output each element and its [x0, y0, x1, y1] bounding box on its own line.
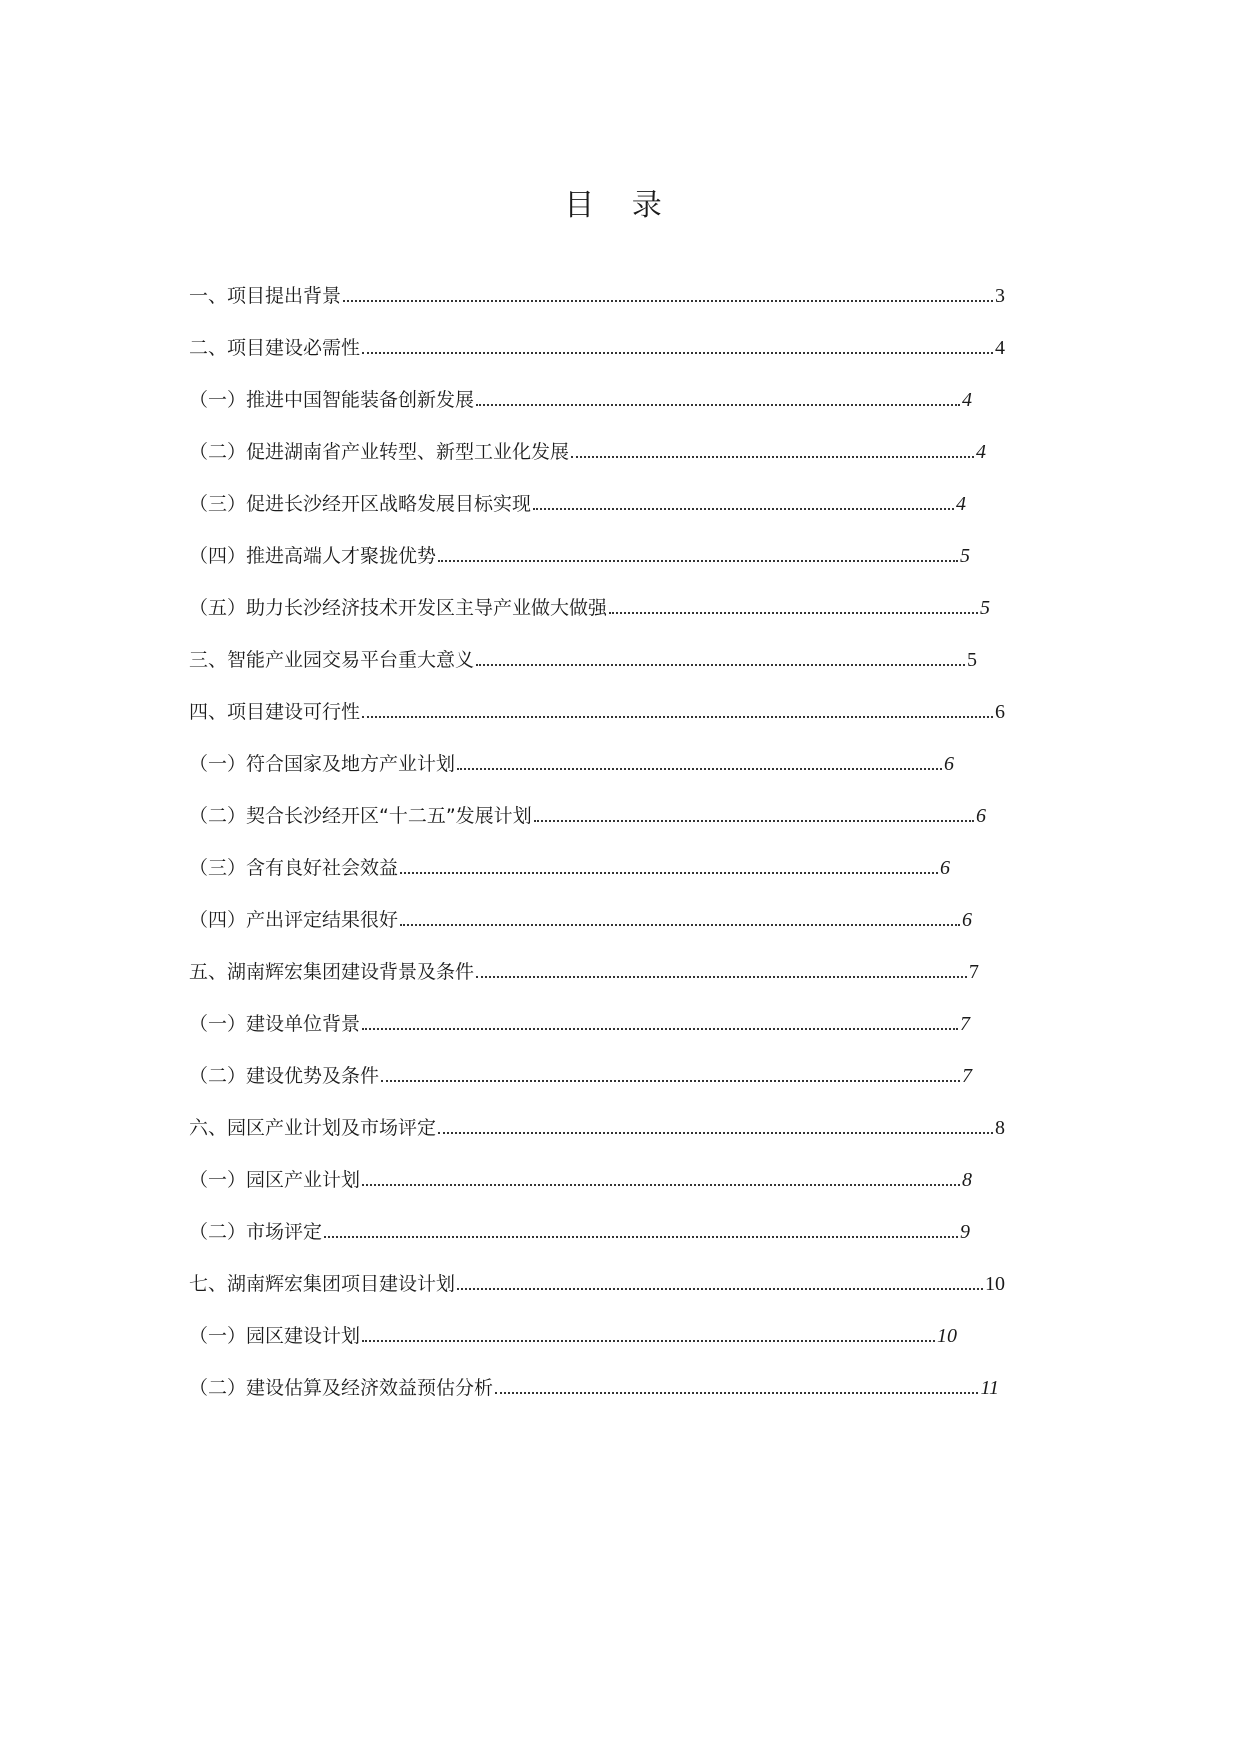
toc-entry-page-number: 8: [995, 1117, 1005, 1139]
toc-entry-page-number: 6: [976, 805, 986, 827]
dot-leader: [534, 819, 974, 822]
toc-entry-label: （二）建设估算及经济效益预估分析: [189, 1377, 494, 1399]
toc-entry-page-number: 8: [962, 1169, 972, 1191]
dot-leader: [362, 1339, 935, 1342]
toc-entry[interactable]: [189, 856, 950, 908]
toc-entry-label: （一）园区产业计划: [189, 1169, 361, 1191]
toc-entry[interactable]: [189, 544, 970, 596]
toc-entry[interactable]: [189, 700, 1005, 752]
toc-entry[interactable]: [189, 440, 986, 492]
toc-entry-label: 七、湖南辉宏集团项目建设计划: [189, 1273, 456, 1295]
toc-entry-label: 三、智能产业园交易平台重大意义: [189, 649, 475, 671]
toc-entry-page-number: 4: [956, 493, 966, 515]
toc-entry-label: 一、项目提出背景: [189, 285, 342, 307]
toc-entry-label: （四）产出评定结果很好: [189, 909, 399, 931]
toc-entry[interactable]: [189, 1220, 970, 1272]
toc-entry-page-number: 11: [980, 1377, 999, 1399]
toc-entry-label: 五、湖南辉宏集团建设背景及条件: [189, 961, 475, 983]
toc-entry-page-number: 6: [962, 909, 972, 931]
toc-entry[interactable]: [189, 1324, 957, 1376]
toc-entry-label: 二、项目建设必需性: [189, 337, 361, 359]
toc-entry-page-number: 6: [944, 753, 954, 775]
dot-leader: [381, 1079, 960, 1082]
toc-entry-label: （五）助力长沙经济技术开发区主导产业做大做强: [189, 597, 608, 619]
toc-entry-label: （四）推进高端人才聚拢优势: [189, 545, 437, 567]
toc-entry-page-number: 4: [962, 389, 972, 411]
dot-leader: [438, 1131, 993, 1134]
toc-entry-page-number: 7: [962, 1065, 972, 1087]
toc-entry[interactable]: [189, 388, 972, 440]
dot-leader: [343, 299, 993, 302]
toc-entry[interactable]: [189, 284, 1005, 336]
toc-entry-label: （二）促进湖南省产业转型、新型工业化发展: [189, 441, 570, 463]
dot-leader: [362, 715, 993, 718]
toc-entry[interactable]: [189, 1012, 970, 1064]
toc-entry-page-number: 4: [995, 337, 1005, 359]
toc-entry[interactable]: [189, 752, 954, 804]
dot-leader: [457, 767, 942, 770]
toc-entry[interactable]: [189, 908, 972, 960]
toc-entry-label: （二）建设优势及条件: [189, 1065, 380, 1087]
dot-leader: [571, 455, 974, 458]
toc-entry-page-number: 7: [960, 1013, 970, 1035]
toc-entry-page-number: 3: [995, 285, 1005, 307]
toc-entry-label: （二）市场评定: [189, 1221, 323, 1243]
dot-leader: [609, 611, 978, 614]
toc-entry-label: （三）促进长沙经开区战略发展目标实现: [189, 493, 532, 515]
dot-leader: [495, 1391, 978, 1394]
toc-entry-label: 四、项目建设可行性: [189, 701, 361, 723]
toc-entry-page-number: 10: [937, 1325, 957, 1347]
toc-entry-label: （二）契合长沙经开区“十二五”发展计划: [189, 805, 532, 827]
page-title: 目 录: [564, 188, 676, 224]
dot-leader: [362, 1027, 958, 1030]
toc-entry-label: （一）建设单位背景: [189, 1013, 361, 1035]
toc-entry-page-number: 9: [960, 1221, 970, 1243]
table-of-contents: [0, 284, 1240, 1428]
toc-entry[interactable]: [189, 804, 986, 856]
toc-entry[interactable]: [189, 1272, 1005, 1324]
toc-entry[interactable]: [189, 1168, 972, 1220]
toc-entry[interactable]: [189, 1064, 972, 1116]
toc-entry[interactable]: [189, 596, 990, 648]
toc-entry-label: （一）符合国家及地方产业计划: [189, 753, 456, 775]
toc-entry[interactable]: [189, 492, 966, 544]
toc-entry-page-number: 6: [995, 701, 1005, 723]
dot-leader: [476, 403, 960, 406]
toc-entry[interactable]: [189, 960, 979, 1012]
toc-entry-label: （三）含有良好社会效益: [189, 857, 399, 879]
toc-entry-page-number: 10: [985, 1273, 1005, 1295]
dot-leader: [438, 559, 958, 562]
toc-entry-page-number: 4: [976, 441, 986, 463]
toc-entry[interactable]: [189, 336, 1005, 388]
toc-entry[interactable]: [189, 1116, 1005, 1168]
toc-entry-page-number: 5: [960, 545, 970, 567]
dot-leader: [362, 351, 993, 354]
toc-entry[interactable]: [189, 648, 977, 700]
dot-leader: [400, 871, 938, 874]
toc-entry-page-number: 6: [940, 857, 950, 879]
dot-leader: [457, 1287, 983, 1290]
toc-entry[interactable]: [189, 1376, 999, 1428]
toc-entry-page-number: 7: [969, 961, 979, 983]
toc-entry-page-number: 5: [967, 649, 977, 671]
dot-leader: [533, 507, 954, 510]
dot-leader: [476, 663, 965, 666]
toc-entry-label: （一）推进中国智能装备创新发展: [189, 389, 475, 411]
dot-leader: [400, 923, 960, 926]
toc-entry-page-number: 5: [980, 597, 990, 619]
dot-leader: [362, 1183, 960, 1186]
toc-entry-label: 六、园区产业计划及市场评定: [189, 1117, 437, 1139]
dot-leader: [324, 1235, 958, 1238]
dot-leader: [476, 975, 967, 978]
toc-entry-label: （一）园区建设计划: [189, 1325, 361, 1347]
